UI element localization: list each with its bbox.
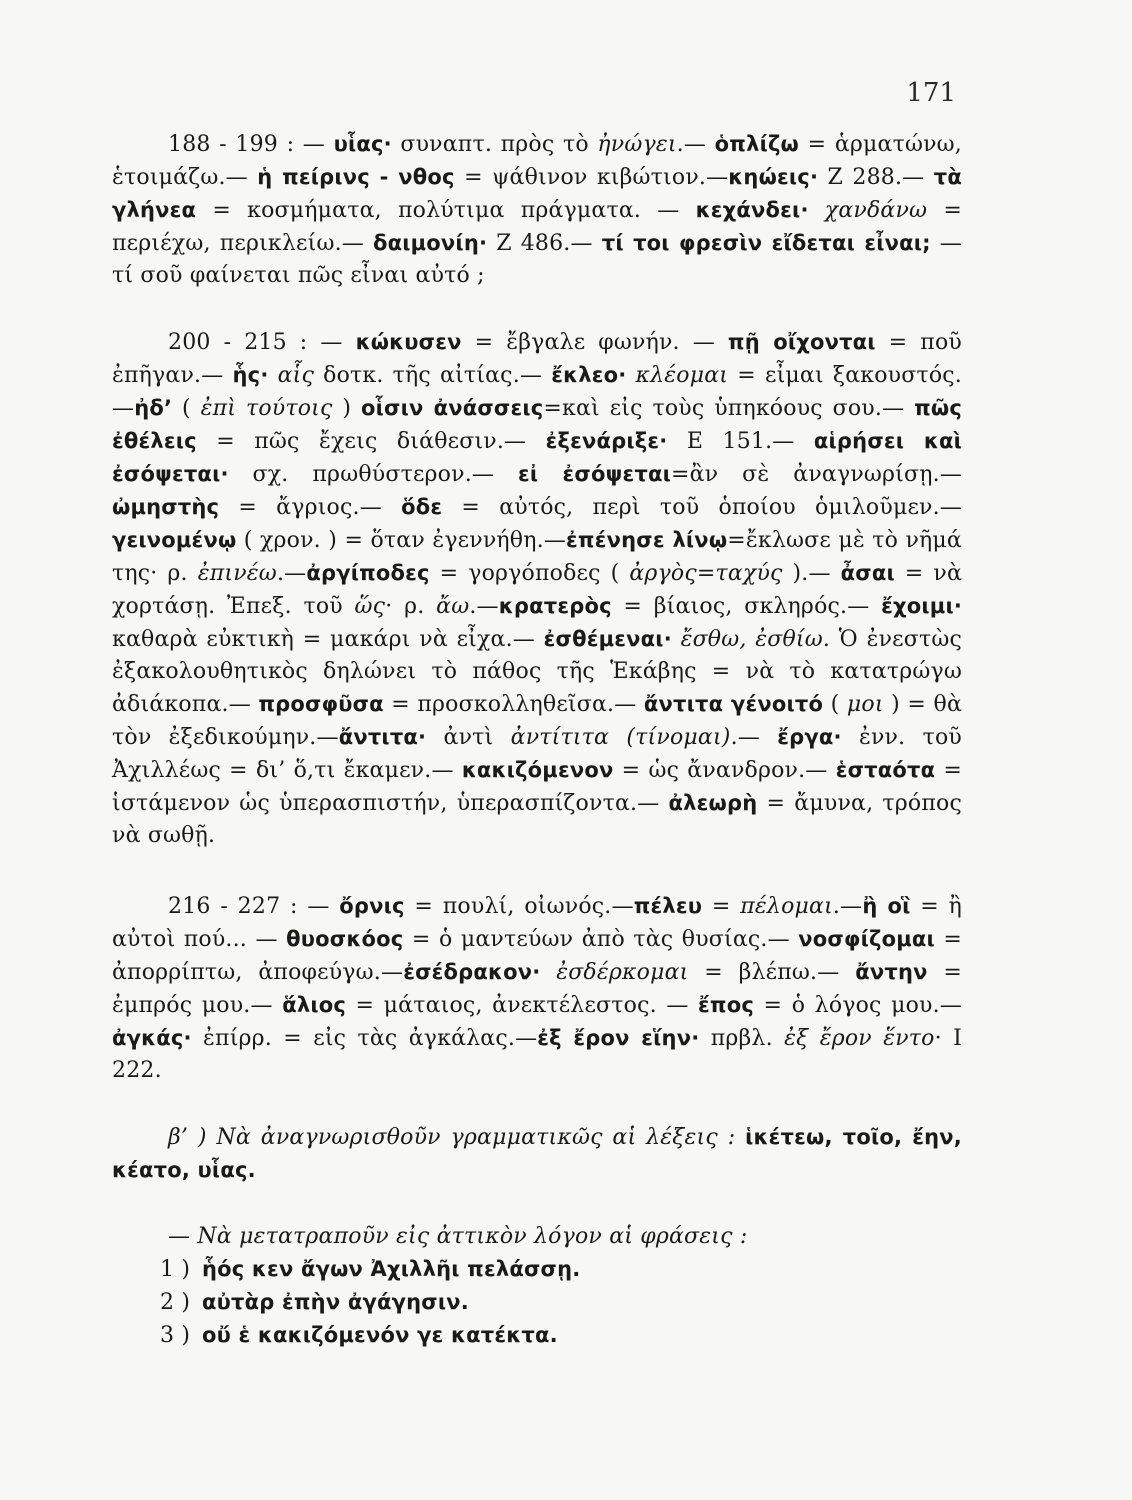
- text-run: [540, 960, 556, 985]
- text-run: = αὐτός, περὶ τοῦ ὁποίου ὁμιλοῦμεν.—: [442, 495, 963, 520]
- exercise-item-number: 2 ): [160, 1290, 191, 1315]
- glossary-term: κηώεις·: [728, 165, 819, 189]
- glossary-term: τὰ γλήνεα: [112, 165, 962, 222]
- text-run: ) = θὰ τὸν ἐξεδικούμην.—: [112, 692, 962, 750]
- text-run: δοτκ. τῆς αἰτίας.—: [314, 363, 552, 388]
- glossary-term: υἷας·: [333, 132, 392, 156]
- exercise-intro: — Νὰ μετατραποῦν εἰς ἀττικὸν λόγον αἱ φράσεις :: [168, 1224, 748, 1249]
- italic-text: ἐσδέρκομαι: [556, 960, 689, 985]
- text-run: = ἄμυνα, τρόπος νὰ σωθῇ.: [112, 791, 962, 848]
- exercise-item-number: 1 ): [160, 1257, 191, 1282]
- exercise-item: [112, 1253, 962, 1286]
- italic-text: χανδάνω: [824, 198, 928, 223]
- glossary-term: ἐξ ἔρον εἵην·: [537, 1026, 700, 1050]
- text-run: — τί σοῦ φαίνεται πῶς εἶναι αὐτό ;: [112, 231, 962, 288]
- italic-text: κλέομαι: [635, 363, 729, 388]
- text-run: · ρ.: [385, 594, 437, 619]
- text-run: [735, 1125, 745, 1150]
- italic-text: ἐξ ἔρον ἕντο: [784, 1026, 935, 1051]
- text-run: .—: [730, 725, 778, 750]
- text-run: .—: [832, 894, 863, 919]
- text-run: = ἢ αὐτοὶ πού... —: [112, 894, 963, 952]
- italic-text: ἀντίτιτα (τίνομαι): [510, 725, 731, 750]
- text-run: (: [172, 396, 201, 421]
- text-run: καθαρὰ εὐκτικὴ = μακάρι νὰ εἶχα.—: [112, 627, 544, 652]
- text-run: .—: [276, 561, 307, 586]
- text-run: = εἶμαι ξακουστός.—: [112, 363, 962, 421]
- glossary-term: ἄντην: [855, 960, 928, 984]
- glossary-term: εἰ ἐσόψεται: [518, 462, 671, 486]
- glossary-term: ἔχοιμι·: [881, 594, 962, 618]
- text-run: = περιέχω, περικλείω.—: [112, 198, 962, 256]
- italic-text: ἄω: [436, 594, 470, 619]
- text-run: ( χρον. ) = ὅταν ἐγεννήθη.—: [236, 528, 567, 553]
- paragraph-200-215: [112, 326, 962, 852]
- text-run: (: [823, 692, 847, 717]
- italic-text: ἐπινέω: [197, 561, 277, 586]
- text-run: 216 - 227 : —: [168, 894, 340, 919]
- text-run: = κοσμήματα, πολύτιμα πράγματα. —: [196, 198, 696, 223]
- italic-text: ἐπὶ τούτοις: [200, 396, 333, 421]
- text-run: =ἔκλωσε μὲ τὸ νῆμά της· ρ.: [112, 528, 962, 586]
- exercise-item-text: ἧός κεν ἄγων Ἀχιλλῆι πελάσσῃ.: [202, 1257, 581, 1281]
- glossary-term: δαιμονίη·: [373, 231, 488, 255]
- text-run: ).—: [782, 561, 841, 586]
- exercise-item-text: οὔ ἑ κακιζόμενόν γε κατέκτα.: [202, 1323, 558, 1347]
- glossary-term: προσφῦσα: [258, 692, 384, 716]
- paragraph-216-227: [112, 890, 962, 1087]
- glossary-term: νοσφίζομαι: [798, 927, 935, 951]
- text-run: = ποῦ ἐπῆγαν.—: [112, 330, 962, 388]
- text-run: · Ι 222.: [112, 1026, 962, 1083]
- text-run: 200 - 215 : —: [168, 330, 356, 355]
- text-run: ἀντὶ: [426, 725, 511, 750]
- glossary-term: ἡ πείρινς - νθος: [257, 165, 455, 189]
- text-run: = ἔβγαλε φωνήν. —: [461, 330, 728, 355]
- italic-text: μοι: [846, 692, 884, 717]
- glossary-term: κρατερὸς: [498, 594, 612, 618]
- text-run: [269, 363, 278, 388]
- exercise-item-number: 3 ): [160, 1323, 191, 1348]
- text-run: ἐπίρρ. = εἰς τὰς ἀγκάλας.—: [191, 1026, 538, 1051]
- glossary-term: τί τοι φρεσὶν εἴδεται εἶναι;: [601, 231, 931, 255]
- text-run: = γοργόποδες (: [429, 561, 630, 586]
- glossary-term: πῇ οἴχονται: [727, 330, 876, 354]
- glossary-term: ἄντιτα γένοιτό: [643, 692, 824, 716]
- text-run: Ζ 486.—: [487, 231, 602, 256]
- text-run: =: [702, 894, 741, 919]
- paragraph-exercise-beta: [112, 1121, 962, 1187]
- text-run: = ἱστάμενον ὡς ὑπερασπιστήν, ὑπερασπίζοντα.—: [112, 758, 963, 816]
- text-run: [626, 363, 635, 388]
- glossary-term: ὅδε: [401, 495, 443, 519]
- glossary-term: ἑσταότα: [835, 758, 936, 782]
- text-run: = ὁ μαντεύων ἀπὸ τὰς θυσίας.—: [403, 927, 799, 952]
- text-run: = ὡς ἄνανδρον.—: [613, 758, 836, 783]
- exercise-item-text: αὐτὰρ ἐπὴν ἀγάγησιν.: [202, 1290, 469, 1314]
- text-run: .—: [469, 594, 499, 619]
- glossary-term: ἆσαι: [840, 561, 895, 585]
- glossary-term: πέλευ: [633, 894, 703, 918]
- glossary-term: ἧς·: [232, 363, 269, 387]
- glossary-term: ἔπος: [698, 993, 755, 1017]
- text-run: = ἐμπρός μου.—: [112, 960, 962, 1018]
- text-run: = ἀπορρίπτω, ἀποφεύγω.—: [112, 927, 962, 985]
- text-run: = πῶς ἔχεις διάθεσιν.—: [196, 429, 546, 454]
- text-run: = μάταιος, ἀνεκτέλεστος. —: [346, 993, 699, 1018]
- exercise-item: [112, 1286, 962, 1319]
- glossary-term: πῶς ἐθέλεις: [112, 396, 963, 453]
- text-run: =ἂν σὲ ἀναγνωρίσῃ.—: [670, 462, 962, 487]
- text-run: πρβλ.: [699, 1026, 785, 1051]
- glossary-term: ἔργα·: [777, 725, 842, 749]
- glossary-term: κακιζόμενον: [461, 758, 614, 782]
- text-run: [809, 198, 825, 223]
- glossary-term: ἐσέδρακον·: [403, 960, 541, 984]
- text-run: 188 - 199 : —: [168, 132, 334, 157]
- text-run: = βίαιος, σκληρός.—: [611, 594, 882, 619]
- glossary-term: ὄρνις: [339, 894, 405, 918]
- text-run: = βλέπω.—: [688, 960, 856, 985]
- glossary-term: κώκυσεν: [355, 330, 462, 354]
- italic-text: ἔσθω, ἐσθίω: [680, 627, 823, 652]
- text-run: [672, 627, 681, 652]
- glossary-term: ἐξενάριξε·: [545, 429, 668, 453]
- glossary-term: ὠμηστὴς: [112, 495, 220, 519]
- glossary-term: ἀλεωρὴ: [668, 791, 758, 815]
- text-run: =καὶ εἰς τοὺς ὑπηκόους σου.—: [543, 396, 915, 421]
- text-run: ἐνν. τοῦ Ἀχιλλέως = δι’ ὅ,τι ἔκαμεν.—: [112, 725, 963, 783]
- glossary-term: ἢ οἳ: [862, 894, 911, 918]
- glossary-term: ἀγκάς·: [112, 1026, 192, 1050]
- glossary-term: οἷσιν ἀνάσσεις: [361, 396, 544, 420]
- italic-text: ἀργὸς=ταχύς: [629, 561, 783, 586]
- exercise-list: [112, 1253, 962, 1352]
- text-run: = νὰ χορτάσῃ. Ἐπεξ. τοῦ: [112, 561, 963, 619]
- glossary-term: ἱκέτεω, τοῖο, ἔην, κέατο, υἷας.: [112, 1125, 962, 1182]
- italic-text: β’ ) Νὰ ἀναγνωρισθοῦν γραμματικῶς αἱ λέξεις :: [168, 1125, 736, 1150]
- text-run: ): [332, 396, 361, 421]
- text-run: = ὁ λόγος μου.—: [754, 993, 963, 1018]
- text-run: .—: [676, 132, 715, 157]
- main-text: [112, 128, 962, 1352]
- glossary-term: γεινομένῳ: [112, 528, 237, 552]
- text-run: = πουλί, οἰωνός.—: [404, 894, 634, 919]
- paragraph-188-199: [112, 128, 962, 292]
- glossary-term: ἅλιος: [282, 993, 346, 1017]
- text-run: = ἁρματώνω, ἑτοιμάζω.—: [112, 132, 962, 190]
- glossary-term: ἀργίποδες: [306, 561, 430, 585]
- glossary-term: ὁπλίζω: [714, 132, 800, 156]
- text-run: σχ. πρωθύστερον.—: [228, 462, 519, 487]
- text-run: = προσκολληθεῖσα.—: [383, 692, 644, 717]
- text-run: Ζ 288.—: [818, 165, 934, 190]
- text-run: συναπτ. πρὸς τὸ: [391, 132, 598, 157]
- glossary-term: αἱρήσει καὶ ἐσόψεται·: [112, 429, 962, 486]
- glossary-term: ἐπένησε λίνῳ: [566, 528, 728, 552]
- italic-text: ὥς: [354, 594, 386, 619]
- glossary-term: ἐσθέμεναι·: [543, 627, 672, 651]
- text-run: Ε 151.—: [667, 429, 814, 454]
- glossary-term: θυοσκόος: [286, 927, 404, 951]
- text-run: = ἄγριος.—: [219, 495, 402, 520]
- italic-text: ἠνώγει: [597, 132, 677, 157]
- text-run: = ψάθινον κιβώτιον.—: [454, 165, 729, 190]
- glossary-term: κεχάνδει·: [695, 198, 809, 222]
- glossary-term: ἔκλεο·: [551, 363, 627, 387]
- italic-text: πέλομαι: [740, 894, 833, 919]
- glossary-term: ἠδ’: [134, 396, 173, 420]
- text-run: . Ὁ ἐνεστὼς ἐξακολουθητικὸς δηλώνει τὸ πάθος τῆς Ἑκάβης = νὰ τὸ κατατρώγω ἀδιάκοπα.—: [112, 627, 962, 717]
- italic-text: αἷς: [277, 363, 315, 388]
- page-number: 171: [906, 78, 956, 108]
- exercise-item: [112, 1319, 962, 1352]
- glossary-term: ἄντιτα·: [338, 725, 427, 749]
